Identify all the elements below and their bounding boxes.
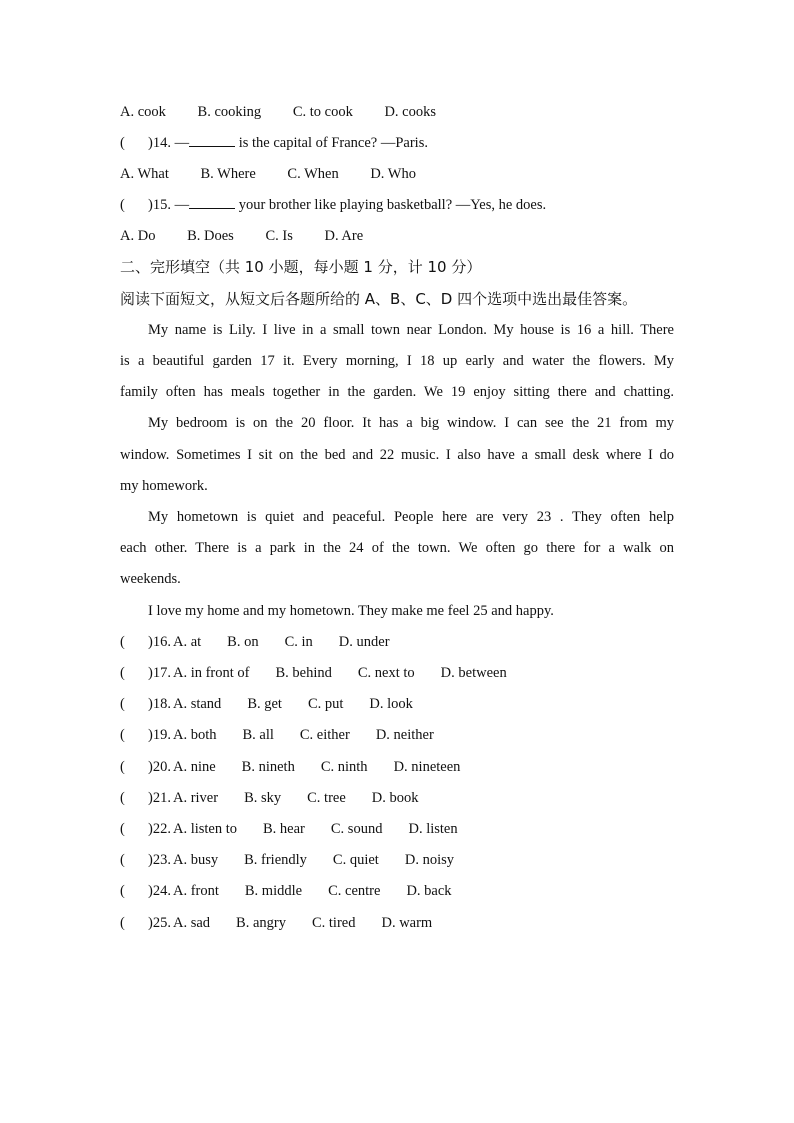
option: D. cooks bbox=[384, 104, 437, 120]
question-dash: — bbox=[174, 197, 190, 213]
option: A. busy bbox=[172, 852, 219, 868]
option: D. under bbox=[338, 634, 390, 650]
question-number: )17. bbox=[148, 665, 171, 681]
cloze-question-row bbox=[120, 850, 454, 870]
option: C. tired bbox=[311, 915, 356, 931]
passage-line: My name is Lily. I live in a small town near London. My house is 16 a hill. There bbox=[148, 322, 674, 338]
option: D. warm bbox=[381, 915, 433, 931]
cloze-question-row bbox=[120, 819, 458, 839]
option: D. Are bbox=[324, 228, 364, 244]
q13-options bbox=[120, 102, 436, 122]
question-number: )21. bbox=[148, 790, 171, 806]
question-number: )18. bbox=[148, 696, 171, 712]
option: C. tree bbox=[307, 790, 346, 806]
option: C. quiet bbox=[332, 852, 379, 868]
question-dash: — bbox=[174, 135, 190, 151]
option: B. middle bbox=[244, 883, 303, 899]
q14-options bbox=[120, 164, 416, 184]
option: C. ninth bbox=[320, 759, 368, 775]
option: B. on bbox=[227, 634, 259, 650]
option: B. get bbox=[247, 696, 282, 712]
passage-line: weekends. bbox=[120, 571, 181, 587]
answer-paren: ( bbox=[120, 915, 125, 931]
answer-paren: ( bbox=[120, 759, 125, 775]
question-15 bbox=[120, 195, 546, 215]
question-number: )16. bbox=[148, 634, 171, 650]
question-number: )25. bbox=[148, 915, 171, 931]
answer-paren: ( bbox=[120, 821, 125, 837]
question-14 bbox=[120, 133, 428, 153]
answer-paren: ( bbox=[120, 634, 125, 650]
cloze-question-row bbox=[120, 725, 434, 745]
section-instruction: 阅读下面短文，从短文后各题所给的 A、B、C、D 四个选项中选出最佳答案。 bbox=[120, 290, 638, 308]
passage-line: I love my home and my hometown. They make me feel 25 and happy. bbox=[148, 603, 554, 619]
passage-line: is a beautiful garden 17 it. Every morning, I 18 up early and water the flowers. My bbox=[120, 353, 674, 369]
answer-blank bbox=[189, 196, 235, 209]
question-text: your brother like playing basketball? —Yes, he does. bbox=[238, 197, 547, 213]
option: C. Is bbox=[265, 228, 293, 244]
option: C. put bbox=[307, 696, 344, 712]
option: D. book bbox=[371, 790, 419, 806]
q15-options bbox=[120, 226, 363, 246]
cloze-question-row bbox=[120, 757, 460, 777]
option: A. front bbox=[172, 883, 219, 899]
answer-blank bbox=[189, 134, 235, 147]
question-text: is the capital of France? —Paris. bbox=[238, 135, 428, 151]
option: B. sky bbox=[244, 790, 282, 806]
option: A. cook bbox=[120, 104, 166, 120]
cloze-question-row bbox=[120, 913, 432, 933]
passage-line: window. Sometimes I sit on the bed and 22 music. I also have a small desk where I do bbox=[120, 447, 674, 463]
passage-line: My hometown is quiet and peaceful. People here are very 23 . They often help bbox=[148, 509, 674, 525]
answer-paren: ( bbox=[120, 696, 125, 712]
option: D. nineteen bbox=[393, 759, 461, 775]
option: A. What bbox=[120, 166, 169, 182]
answer-paren: ( bbox=[120, 727, 125, 743]
option: A. stand bbox=[172, 696, 222, 712]
passage-line: each other. There is a park in the 24 of the town. We often go there for a walk on bbox=[120, 540, 674, 556]
cloze-question-row bbox=[120, 632, 390, 652]
option: D. Who bbox=[370, 166, 416, 182]
option: B. hear bbox=[263, 821, 305, 837]
option: D. back bbox=[406, 883, 452, 899]
passage-line: family often has meals together in the garden. We 19 enjoy sitting there and chatting. bbox=[120, 384, 674, 400]
answer-paren: ( bbox=[120, 790, 125, 806]
option: B. nineth bbox=[241, 759, 295, 775]
option: B. friendly bbox=[244, 852, 307, 868]
option: C. sound bbox=[330, 821, 383, 837]
question-number: )24. bbox=[148, 883, 171, 899]
option: C. in bbox=[284, 634, 313, 650]
option: A. river bbox=[172, 790, 219, 806]
option: A. nine bbox=[172, 759, 216, 775]
passage-line: My bedroom is on the 20 floor. It has a big window. I can see the 21 from my bbox=[148, 415, 674, 431]
option: B. behind bbox=[275, 665, 332, 681]
option: C. centre bbox=[328, 883, 381, 899]
answer-paren: ( bbox=[120, 883, 125, 899]
option: D. listen bbox=[408, 821, 458, 837]
option: C. When bbox=[287, 166, 339, 182]
option: C. either bbox=[299, 727, 350, 743]
option: D. noisy bbox=[404, 852, 454, 868]
question-number: )14. bbox=[148, 135, 171, 151]
option: A. in front of bbox=[172, 665, 250, 681]
option: D. between bbox=[440, 665, 507, 681]
option: A. listen to bbox=[172, 821, 238, 837]
question-number: )19. bbox=[148, 727, 171, 743]
question-number: )15. bbox=[148, 197, 171, 213]
option: A. both bbox=[172, 727, 217, 743]
question-number: )22. bbox=[148, 821, 171, 837]
cloze-question-row bbox=[120, 881, 452, 901]
option: B. Does bbox=[187, 228, 234, 244]
passage-line: my homework. bbox=[120, 478, 208, 494]
option: A. at bbox=[172, 634, 202, 650]
answer-paren: ( bbox=[120, 665, 125, 681]
option: C. to cook bbox=[292, 104, 353, 120]
answer-paren: ( bbox=[120, 852, 125, 868]
option: A. sad bbox=[172, 915, 211, 931]
answer-paren: ( bbox=[120, 135, 125, 151]
section-heading: 二、完形填空（共 10 小题，每小题 1 分，计 10 分） bbox=[120, 258, 482, 276]
cloze-question-row bbox=[120, 694, 413, 714]
cloze-question-row bbox=[120, 663, 507, 683]
option: A. Do bbox=[120, 228, 156, 244]
cloze-question-row bbox=[120, 788, 419, 808]
answer-paren: ( bbox=[120, 197, 125, 213]
option: B. cooking bbox=[197, 104, 262, 120]
option: C. next to bbox=[357, 665, 415, 681]
option: D. neither bbox=[375, 727, 434, 743]
option: B. all bbox=[242, 727, 274, 743]
option: B. Where bbox=[200, 166, 256, 182]
question-number: )20. bbox=[148, 759, 171, 775]
option: B. angry bbox=[236, 915, 286, 931]
option: D. look bbox=[369, 696, 413, 712]
question-number: )23. bbox=[148, 852, 171, 868]
